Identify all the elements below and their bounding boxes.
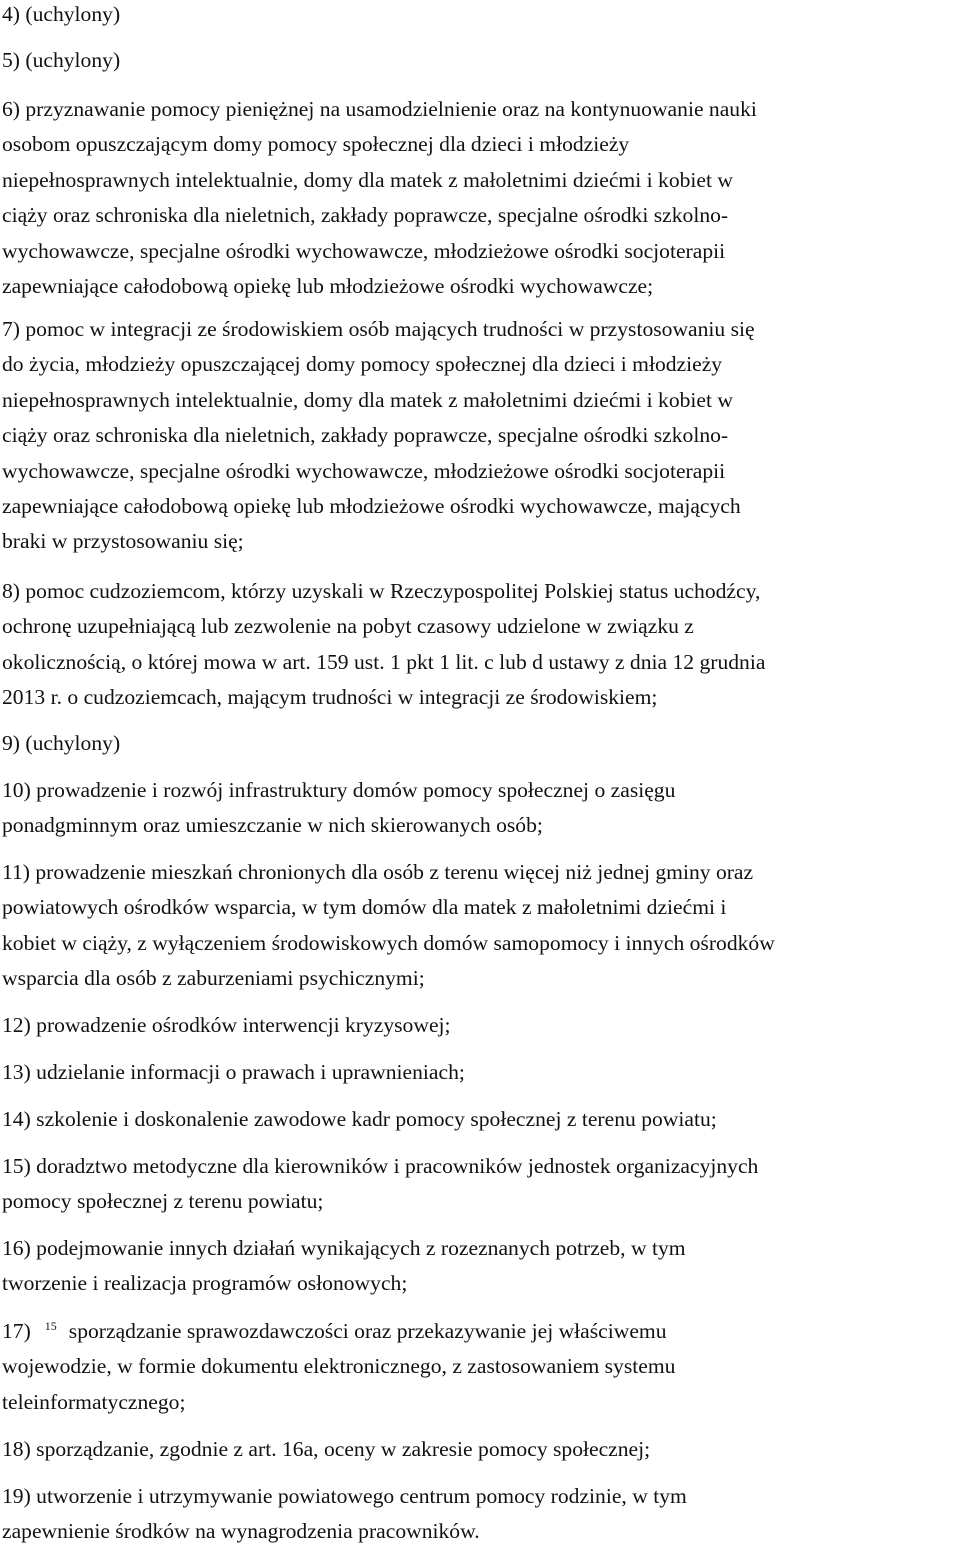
text-line: 10) prowadzenie i rozwój infrastruktury domów pomocy społecznej o zasięgu [2, 778, 676, 802]
text-line [2, 1314, 675, 1349]
text-line: 8) pomoc cudzoziemcom, którzy uzyskali w Rzeczypospolitej Polskiej status uchodźcy, [2, 579, 761, 603]
item-number: 17) [2, 1319, 31, 1343]
list-item-15 [2, 1149, 758, 1220]
list-item-10 [2, 773, 675, 844]
text-line: zapewnienie środków na wynagrodzenia pracowników. [2, 1519, 480, 1544]
text-line: kobiet w ciąży, z wyłączeniem środowiskowych domów samopomocy i innych ośrodków [2, 930, 775, 955]
text-line: 11) prowadzenie mieszkań chronionych dla osób z terenu więcej niż jednej gminy oraz [2, 860, 754, 884]
text-line: 4) (uchylony) [2, 2, 121, 26]
list-item-9 [2, 726, 120, 761]
text-line: ciąży oraz schroniska dla nieletnich, zakłady poprawcze, specjalne ośrodki szkolno- [2, 203, 729, 228]
text-line: niepełnosprawnych intelektualnie, domy dla matek z małoletnimi dziećmi i kobiet w [2, 387, 733, 412]
text-line: zapewniające całodobową opiekę lub młodzieżowe ośrodki wychowawcze; [2, 274, 654, 299]
text-line: osobom opuszczającym domy pomocy społecznej dla dzieci i młodzieży [2, 132, 630, 157]
text-line: powiatowych ośrodków wsparcia, w tym domów dla matek z małoletnimi dziećmi i [2, 895, 727, 920]
text-line: zapewniające całodobową opiekę lub młodzieżowe ośrodki wychowawcze, mających [2, 494, 741, 519]
list-item-7 [2, 312, 755, 560]
list-item-17 [2, 1314, 675, 1420]
text-segment: sporządzanie sprawozdawczości oraz przekazywanie jej właściwemu [68, 1319, 667, 1343]
text-line: ponadgminnym oraz umieszczanie w nich skierowanych osób; [2, 813, 543, 838]
list-item-8 [2, 574, 765, 716]
text-line: 6) przyznawanie pomocy pieniężnej na usamodzielnienie oraz na kontynuowanie nauki [2, 97, 757, 121]
list-item-5 [2, 43, 120, 78]
list-item-6 [2, 92, 757, 304]
text-line: 15) doradztwo metodyczne dla kierowników i pracowników jednostek organizacyjnych [2, 1154, 759, 1178]
text-line: teleinformatycznego; [2, 1389, 186, 1414]
text-line: 19) utworzenie i utrzymywanie powiatowego centrum pomocy rodzinie, w tym [2, 1484, 687, 1508]
footnote-marker: 15 [44, 1318, 57, 1333]
list-item-19 [2, 1479, 687, 1550]
text-line: 16) podejmowanie innych działań wynikających z rozeznanych potrzeb, w tym [2, 1236, 686, 1260]
list-item-12 [2, 1008, 451, 1043]
text-line: wsparcia dla osób z zaburzeniami psychicznymi; [2, 966, 425, 991]
list-item-16 [2, 1231, 686, 1302]
text-line: 13) udzielanie informacji o prawach i uprawnieniach; [2, 1060, 465, 1084]
text-line: tworzenie i realizacja programów osłonowych; [2, 1271, 408, 1296]
list-item-18 [2, 1432, 650, 1467]
text-line: 9) (uchylony) [2, 731, 121, 755]
text-line: braki w przystosowaniu się; [2, 529, 244, 554]
list-item-14 [2, 1102, 717, 1137]
text-line: wojewodzie, w formie dokumentu elektronicznego, z zastosowaniem systemu [2, 1354, 676, 1379]
text-line: do życia, młodzieży opuszczającej domy pomocy społecznej dla dzieci i młodzieży [2, 352, 723, 377]
text-line: 18) sporządzanie, zgodnie z art. 16a, oceny w zakresie pomocy społecznej; [2, 1437, 651, 1461]
text-line: wychowawcze, specjalne ośrodki wychowawcze, młodzieżowe ośrodki socjoterapii [2, 458, 726, 483]
list-item-4 [2, 0, 120, 32]
text-line: niepełnosprawnych intelektualnie, domy dla matek z małoletnimi dziećmi i kobiet w [2, 167, 733, 192]
text-line: 7) pomoc w integracji ze środowiskiem osób mających trudności w przystosowaniu się [2, 317, 755, 341]
text-line: okolicznością, o której mowa w art. 159 ust. 1 pkt 1 lit. c lub d ustawy z dnia 12 grudnia [2, 649, 766, 674]
list-item-11 [2, 855, 775, 997]
text-line: 12) prowadzenie ośrodków interwencji kryzysowej; [2, 1013, 451, 1037]
text-line: pomocy społecznej z terenu powiatu; [2, 1189, 324, 1214]
text-line: 14) szkolenie i doskonalenie zawodowe kadr pomocy społecznej z terenu powiatu; [2, 1107, 717, 1131]
text-line: 2013 r. o cudzoziemcach, mającym trudności w integracji ze środowiskiem; [2, 685, 658, 710]
text-line: ciąży oraz schroniska dla nieletnich, zakłady poprawcze, specjalne ośrodki szkolno- [2, 423, 729, 448]
text-line: wychowawcze, specjalne ośrodki wychowawcze, młodzieżowe ośrodki socjoterapii [2, 238, 726, 263]
text-line: 5) (uchylony) [2, 48, 121, 72]
text-line: ochronę uzupełniającą lub zezwolenie na pobyt czasowy udzielone w związku z [2, 614, 694, 639]
list-item-13 [2, 1055, 465, 1090]
